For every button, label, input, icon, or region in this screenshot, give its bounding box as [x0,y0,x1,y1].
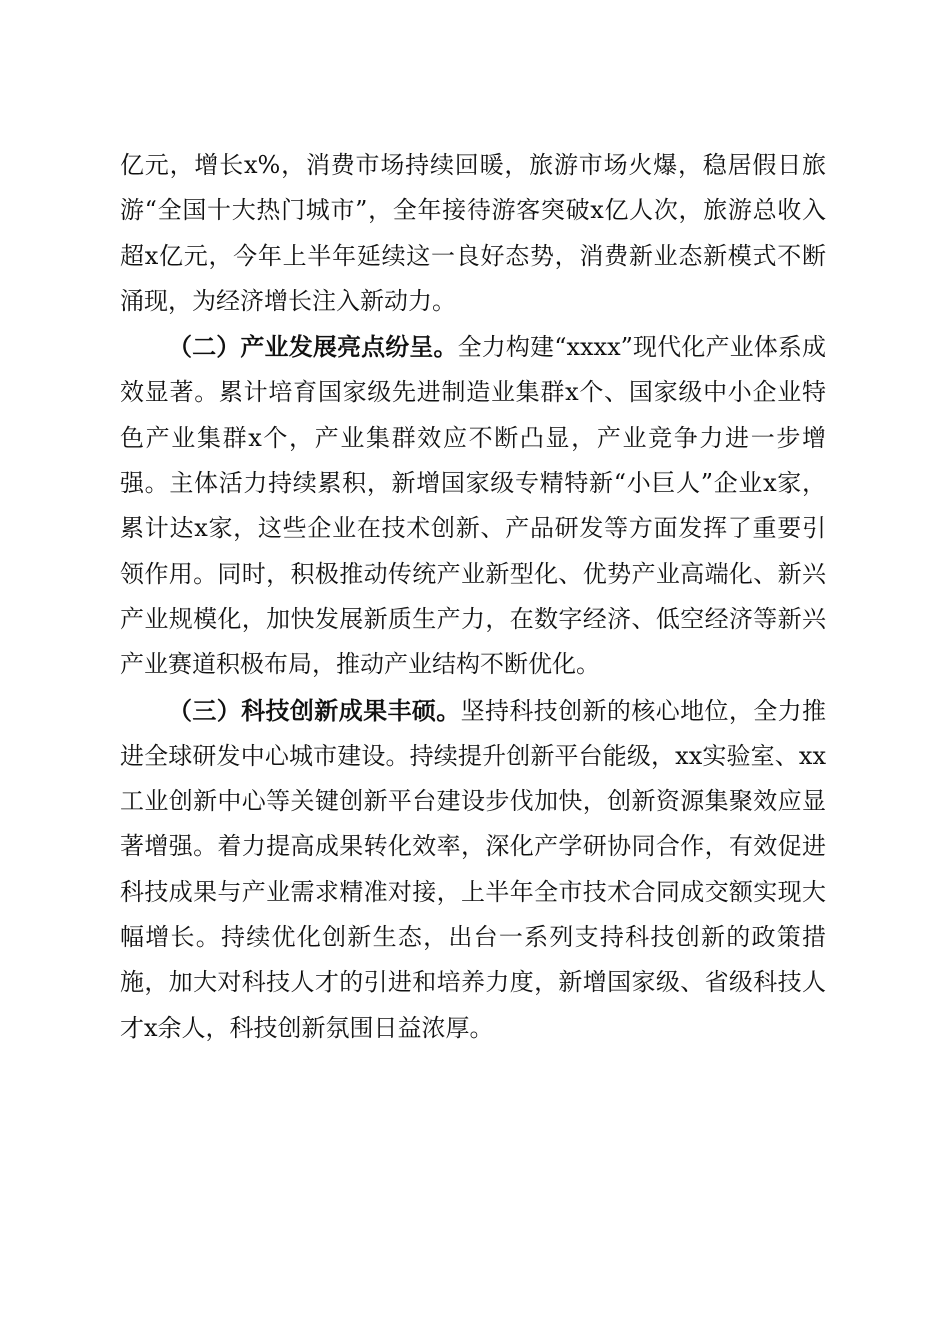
paragraph-consumption [120,143,826,324]
paragraph-industry [120,324,826,687]
paragraph-text: 全力构建“xxxx”现代化产业体系成效显著。累计培育国家级先进制造业集群x个、国家级中小企业特色产业集群x个，产业集群效应不断凸显，产业竞争力进一步增强。主体活力持续累积，新增国家级专精特新“小巨人”企业x家，累计达x家，这些企业在技术创新、产品研发等方面发挥了重要引领作用。同时，积极推动传统产业新型化、优势产业高端化、新兴产业规模化，加快发展新质生产力，在数字经济、低空经济等新兴产业赛道积极布局，推动产业结构不断优化。 [120,333,826,679]
paragraph-text: 亿元，增长x%，消费市场持续回暖，旅游市场火爆，稳居假日旅游“全国十大热门城市”，全年接待游客突破x亿人次，旅游总收入超x亿元，今年上半年延续这一良好态势，消费新业态新模式不断涌现，为经济增长注入新动力。 [120,151,826,315]
document-body [120,143,826,1051]
section-heading-industry: （二）产业发展亮点纷呈。 [168,332,458,362]
section-heading-innovation: （三）科技创新成果丰硕。 [168,695,461,725]
paragraph-text: 坚持科技创新的核心地位，全力推进全球研发中心城市建设。持续提升创新平台能级，xx实验室、xx工业创新中心等关键创新平台建设步伐加快，创新资源集聚效应显著增强。着力提高成果转化效率，深化产学研协同合作，有效促进科技成果与产业需求精准对接，上半年全市技术合同成交额实现大幅增长。持续优化创新生态，出台一系列支持科技创新的政策措施，加大对科技人才的引进和培养力度，新增国家级、省级科技人才x余人，科技创新氛围日益浓厚。 [120,696,827,1042]
paragraph-innovation [120,688,826,1051]
